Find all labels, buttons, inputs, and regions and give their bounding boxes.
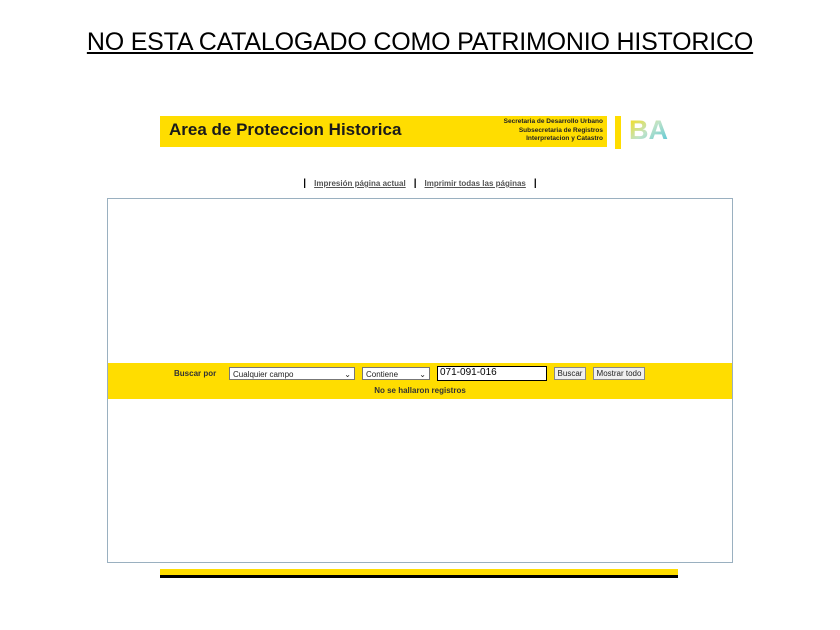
slide-title: NO ESTA CATALOGADO COMO PATRIMONIO HISTORICO	[86, 28, 754, 56]
search-bar	[108, 363, 732, 399]
org-line-3: Interpretacion y Catastro	[526, 135, 603, 142]
org-line-2: Subsecretaria de Registros	[518, 126, 603, 134]
no-records-message: No se hallaron registros	[374, 386, 466, 395]
search-by-label: Buscar por	[174, 369, 217, 378]
show-all-button[interactable]: Mostrar todo	[593, 367, 645, 380]
print-links: | Impresión página actual | Imprimir todas las páginas |	[303, 178, 537, 189]
organization-info	[504, 118, 603, 144]
org-line-1: Secretaria de Desarrollo Urbano	[503, 118, 603, 125]
field-select[interactable]	[229, 367, 355, 380]
banner-divider	[615, 116, 621, 149]
banner-title: Area de Proteccion Historica	[169, 120, 402, 139]
operator-select[interactable]	[362, 367, 430, 380]
footer-bar	[160, 569, 678, 579]
svg-text:BA: BA	[629, 115, 668, 143]
header-banner	[160, 116, 607, 147]
search-input[interactable]: 071-091-016	[437, 366, 547, 381]
operator-select-value: Contiene	[366, 370, 399, 379]
search-button[interactable]: Buscar	[554, 367, 586, 380]
chevron-down-icon: ⌄	[419, 370, 426, 379]
ba-logo	[628, 115, 676, 143]
chevron-down-icon: ⌄	[344, 370, 351, 379]
results-frame	[107, 198, 733, 563]
print-all-pages-link[interactable]: Imprimir todas las páginas	[424, 179, 526, 188]
field-select-value: Cualquier campo	[233, 370, 294, 379]
print-current-page-link[interactable]: Impresión página actual	[314, 179, 406, 188]
